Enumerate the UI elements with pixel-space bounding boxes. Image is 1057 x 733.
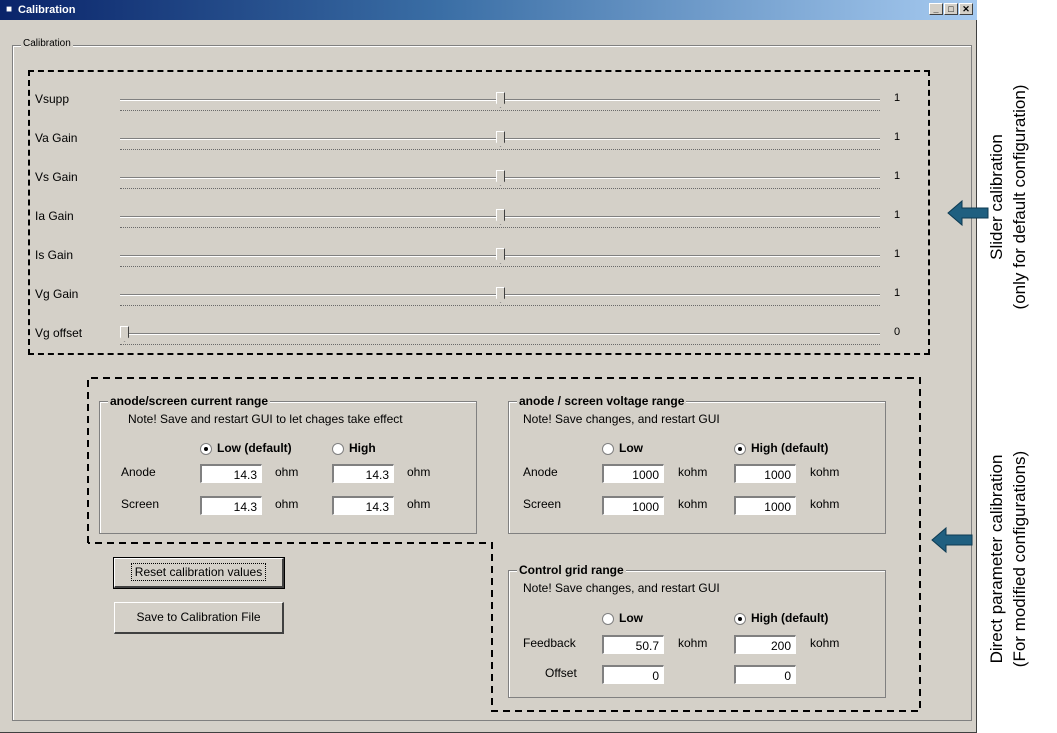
grid-low-radio[interactable] xyxy=(602,613,614,625)
current-high-radio[interactable] xyxy=(332,443,344,455)
slider-value: 1 xyxy=(894,170,901,182)
grid-feedback-low-field[interactable]: 50.7 xyxy=(602,635,664,654)
grid-high-radio[interactable] xyxy=(734,613,746,625)
slider-arrow-icon xyxy=(946,198,990,228)
voltage-screen-low-unit: kohm xyxy=(678,497,708,511)
grid-offset-label: Offset xyxy=(545,666,577,680)
direct-arrow-icon xyxy=(930,525,974,555)
grid-feedback-label: Feedback xyxy=(523,636,576,650)
slider-annotation-line1: Slider calibration xyxy=(987,134,1006,260)
voltage-low-radio[interactable] xyxy=(602,443,614,455)
grid-high-label[interactable]: High (default) xyxy=(751,611,829,625)
maximize-button[interactable]: □ xyxy=(944,3,958,15)
slider-label: Is Gain xyxy=(35,248,74,262)
voltage-screen-high-field[interactable]: 1000 xyxy=(734,496,796,515)
voltage-anode-high-field[interactable]: 1000 xyxy=(734,464,796,483)
grid-offset-low-field[interactable]: 0 xyxy=(602,665,664,684)
grid-offset-high-field[interactable]: 0 xyxy=(734,665,796,684)
slider-value: 1 xyxy=(894,209,901,221)
voltage-screen-label: Screen xyxy=(523,497,562,511)
slider-label: Vs Gain xyxy=(35,170,78,184)
close-button[interactable]: ✕ xyxy=(959,3,973,15)
voltage-anode-low-field[interactable]: 1000 xyxy=(602,464,664,483)
voltage-low-label[interactable]: Low xyxy=(619,441,643,455)
voltage-anode-label: Anode xyxy=(523,465,558,479)
current-low-label[interactable]: Low (default) xyxy=(217,441,292,455)
slider-value: 0 xyxy=(894,326,901,338)
voltage-high-label[interactable]: High (default) xyxy=(751,441,829,455)
direct-annotation-line2: (For modified configurations) xyxy=(1010,450,1029,668)
slider-annotation xyxy=(985,47,1035,347)
slider-value: 1 xyxy=(894,92,901,104)
grid-feedback-high-unit: kohm xyxy=(810,636,840,650)
current-screen-high-unit: ohm xyxy=(407,497,431,511)
voltage-high-radio[interactable] xyxy=(734,443,746,455)
grid-feedback-high-field[interactable]: 200 xyxy=(734,635,796,654)
grid-range-title: Control grid range xyxy=(519,563,624,577)
current-anode-high-unit: ohm xyxy=(407,465,431,479)
save-calibration-label: Save to Calibration File xyxy=(136,610,261,624)
current-high-label[interactable]: High xyxy=(349,441,376,455)
app-icon: ■ xyxy=(5,4,13,15)
current-screen-low-field[interactable]: 14.3 xyxy=(200,496,262,515)
slider-label: Vg Gain xyxy=(35,287,79,301)
voltage-anode-high-unit: kohm xyxy=(810,465,840,479)
voltage-anode-low-unit: kohm xyxy=(678,465,708,479)
slider-label: Va Gain xyxy=(35,131,78,145)
window-title: Calibration xyxy=(18,4,76,16)
voltage-range-note: Note! Save changes, and restart GUI xyxy=(523,412,720,426)
current-range-title: anode/screen current range xyxy=(110,394,269,408)
slider-value: 1 xyxy=(894,131,901,143)
minimize-button[interactable]: _ xyxy=(929,3,943,15)
voltage-screen-low-field[interactable]: 1000 xyxy=(602,496,664,515)
current-anode-high-field[interactable]: 14.3 xyxy=(332,464,394,483)
direct-annotation-line1: Direct parameter calibration xyxy=(987,454,1006,664)
current-screen-high-field[interactable]: 14.3 xyxy=(332,496,394,515)
direct-annotation xyxy=(985,404,1035,714)
slider-label: Ia Gain xyxy=(35,209,74,223)
current-range-note: Note! Save and restart GUI to let chages take effect xyxy=(128,412,403,426)
voltage-range-title: anode / screen voltage range xyxy=(519,394,685,408)
grid-feedback-low-unit: kohm xyxy=(678,636,708,650)
current-anode-low-unit: ohm xyxy=(275,465,299,479)
grid-range-note: Note! Save changes, and restart GUI xyxy=(523,581,720,595)
voltage-screen-high-unit: kohm xyxy=(810,497,840,511)
slider-label: Vsupp xyxy=(35,92,70,106)
slider-value: 1 xyxy=(894,248,901,260)
reset-calibration-label: Reset calibration values xyxy=(131,563,266,581)
current-screen-label: Screen xyxy=(121,497,160,511)
grid-low-label[interactable]: Low xyxy=(619,611,643,625)
current-low-radio[interactable] xyxy=(200,443,212,455)
slider-value: 1 xyxy=(894,287,901,299)
slider-label: Vg offset xyxy=(35,326,83,340)
slider-annotation-line2: (only for default configuration) xyxy=(1010,84,1029,310)
calibration-group-label: Calibration xyxy=(23,38,71,49)
current-anode-low-field[interactable]: 14.3 xyxy=(200,464,262,483)
save-calibration-button[interactable] xyxy=(114,602,284,634)
reset-calibration-button[interactable] xyxy=(114,558,284,588)
current-screen-low-unit: ohm xyxy=(275,497,299,511)
current-anode-label: Anode xyxy=(121,465,156,479)
